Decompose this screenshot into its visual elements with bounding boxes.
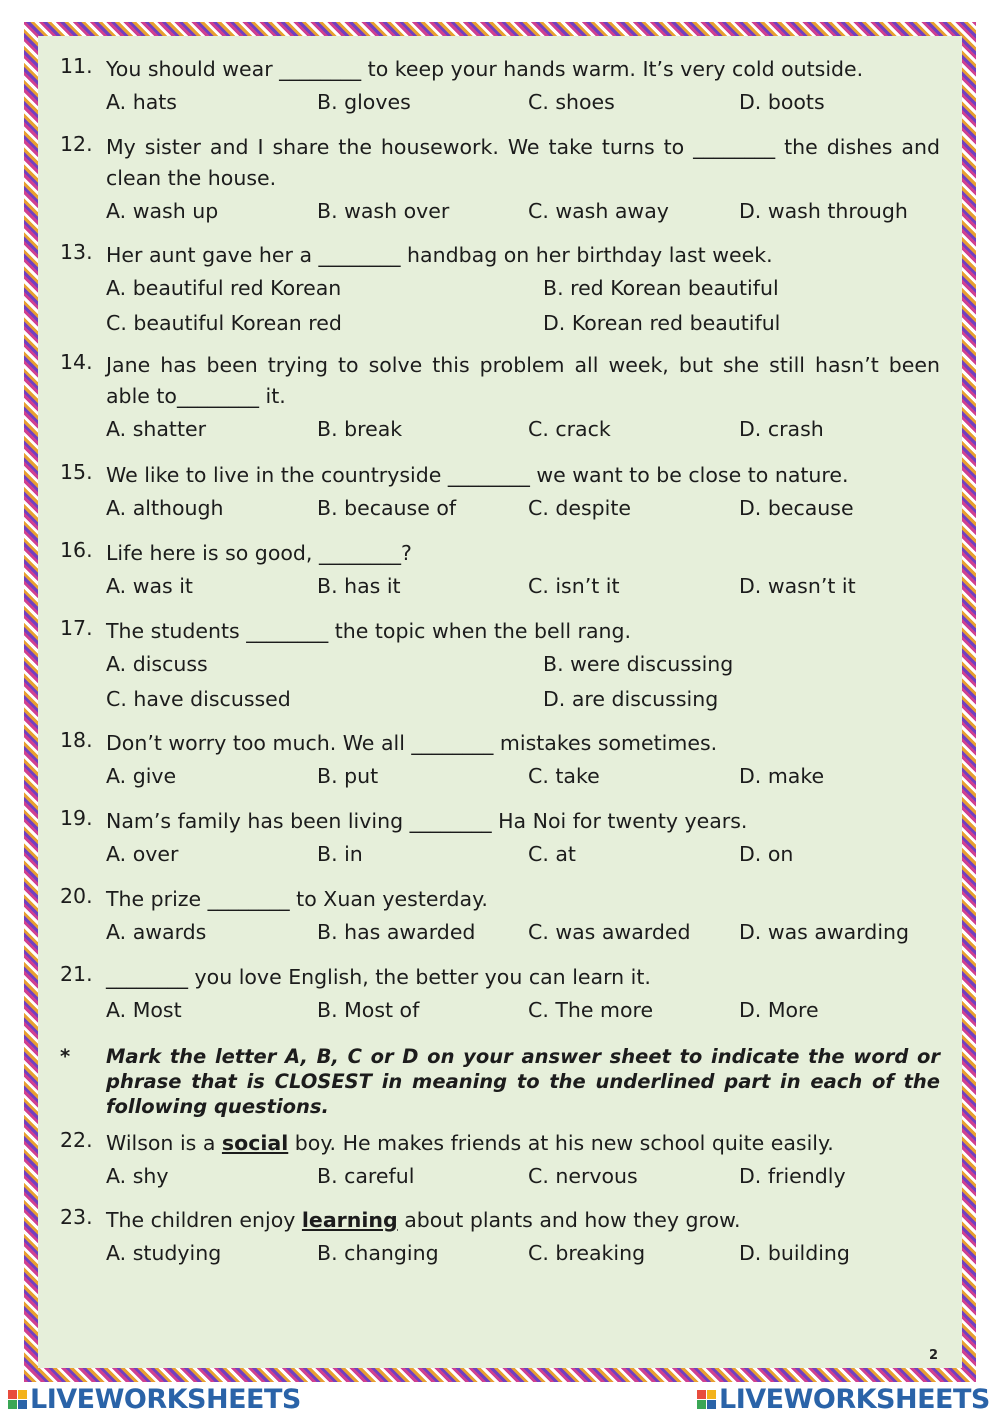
answer-option[interactable]: A. studying [106,1241,222,1265]
question-22 [60,1128,940,1188]
answer-option[interactable]: A. wash up [106,199,219,223]
question-text [106,1128,940,1159]
question-20 [60,884,940,944]
question-text: Don’t worry too much. We all ________ mistakes sometimes. [106,731,718,755]
question-text-before: Wilson is a [106,1131,222,1155]
question-text-after: boy. He makes friends at his new school quite easily. [288,1131,834,1155]
answer-option[interactable]: B. red Korean beautiful [543,276,779,300]
answer-option[interactable]: C. at [528,842,576,866]
answer-option[interactable]: A. awards [106,920,207,944]
question-line [60,538,940,569]
logo-text: LIVEWORKSHEETS [719,1384,990,1415]
options-row [106,311,980,335]
answer-option[interactable]: B. has it [317,574,401,598]
question-line [60,132,940,194]
logo-badge-icon [8,1390,27,1409]
answer-option[interactable]: C. beautiful Korean red [106,311,342,335]
question-text-after: about plants and how they grow. [397,1208,741,1232]
page-number: 2 [928,1348,938,1363]
question-line [60,962,940,993]
question-23 [60,1205,940,1265]
instruction [60,1044,940,1119]
logo-text: LIVEWORKSHEETS [30,1384,301,1415]
answer-option[interactable]: B. careful [317,1164,415,1188]
answer-option[interactable]: A. over [106,842,179,866]
question-number: 14. [60,350,93,374]
answer-option[interactable]: D. boots [739,90,825,114]
question-number: 23. [60,1205,93,1229]
question-line [60,1128,940,1159]
answer-option[interactable]: C. take [528,764,600,788]
answer-option[interactable]: B. put [317,764,379,788]
options-row [106,1164,950,1188]
question-18 [60,728,940,788]
answer-option[interactable]: B. Most of [317,998,420,1022]
answer-option[interactable]: D. Korean red beautiful [543,311,781,335]
answer-option[interactable]: A. was it [106,574,193,598]
question-text [106,1205,940,1236]
options-row [106,842,950,866]
answer-option[interactable]: B. in [317,842,363,866]
question-16 [60,538,940,598]
question-number: 22. [60,1128,93,1152]
answer-option[interactable]: B. because of [317,496,457,520]
question-line [60,728,940,759]
underlined-word: learning [301,1208,398,1232]
answer-option[interactable]: A. Most [106,998,182,1022]
options-row [106,199,950,223]
question-14 [60,350,940,441]
question-text: Nam’s family has been living ________ Ha Noi for twenty years. [106,809,748,833]
footer [0,1384,1000,1413]
answer-option[interactable]: C. crack [528,417,611,441]
answer-option[interactable]: D. friendly [739,1164,846,1188]
answer-option[interactable]: D. on [739,842,794,866]
answer-option[interactable]: C. breaking [528,1241,646,1265]
question-number: 19. [60,806,93,830]
answer-option[interactable]: C. despite [528,496,632,520]
options-row [106,1241,950,1265]
answer-option[interactable]: A. shy [106,1164,169,1188]
question-line [60,460,940,491]
answer-option[interactable]: D. are discussing [543,687,719,711]
options-row [106,574,950,598]
underlined-word: social [221,1131,289,1155]
question-15 [60,460,940,520]
question-line [60,350,940,412]
options-row [106,764,950,788]
question-number: 11. [60,54,93,78]
options-row [106,687,980,711]
answer-option[interactable]: A. beautiful red Korean [106,276,342,300]
answer-option[interactable]: D. make [739,764,825,788]
answer-option[interactable]: A. hats [106,90,177,114]
answer-option[interactable]: C. shoes [528,90,615,114]
question-text-before: The children enjoy [106,1208,302,1232]
question-text: Life here is so good, ________? [106,541,412,565]
answer-option[interactable]: A. give [106,764,177,788]
question-number: 16. [60,538,93,562]
question-line [60,240,940,271]
options-row [106,920,950,944]
liveworksheets-logo-left[interactable] [8,1384,301,1415]
question-number: 18. [60,728,93,752]
answer-option[interactable]: D. because [739,496,854,520]
logo-badge-icon [697,1390,716,1409]
question-number: 20. [60,884,93,908]
answer-option[interactable]: C. wash away [528,199,669,223]
options-row [106,276,980,300]
question-text: My sister and I share the housework. We take turns to ________ the dishes and clean the house. [106,135,940,190]
answer-option[interactable]: A. discuss [106,652,208,676]
question-text: We like to live in the countryside ________ we want to be close to nature. [106,463,849,487]
answer-option[interactable]: D. was awarding [739,920,910,944]
answer-option[interactable]: B. were discussing [543,652,734,676]
answer-option[interactable]: B. gloves [317,90,411,114]
question-number: 15. [60,460,93,484]
question-number: 13. [60,240,93,264]
liveworksheets-logo-right[interactable] [697,1384,990,1415]
answer-option[interactable]: B. changing [317,1241,439,1265]
answer-option[interactable]: C. have discussed [106,687,291,711]
question-line [60,54,940,85]
question-line [60,884,940,915]
answer-option[interactable]: A. although [106,496,224,520]
answer-option[interactable]: A. shatter [106,417,207,441]
options-row [106,998,950,1022]
question-12 [60,132,940,223]
question-text: Jane has been trying to solve this problem all week, but she still hasn’t been able to________ it. [106,353,940,408]
answer-option[interactable]: C. isn’t it [528,574,620,598]
question-text: Her aunt gave her a ________ handbag on her birthday last week. [106,243,773,267]
instruction-text: Mark the letter A, B, C or D on your answer sheet to indicate the word or phrase that is CLOSEST in meaning to the underlined part in each of the following questions. [106,1045,940,1118]
question-17 [60,616,940,711]
question-line [60,1205,940,1236]
question-text: You should wear ________ to keep your hands warm. It’s very cold outside. [106,57,864,81]
answer-option[interactable]: C. was awarded [528,920,691,944]
question-11 [60,54,940,114]
answer-option[interactable]: D. More [739,998,819,1022]
answer-option[interactable]: C. The more [528,998,654,1022]
answer-option[interactable]: B. has awarded [317,920,476,944]
options-row [106,652,980,676]
answer-option[interactable]: B. wash over [317,199,450,223]
question-line [60,616,940,647]
answer-option[interactable]: C. nervous [528,1164,638,1188]
question-line [60,806,940,837]
question-text: ________ you love English, the better you can learn it. [106,965,651,989]
options-row [106,496,950,520]
answer-option[interactable]: D. crash [739,417,824,441]
question-13 [60,240,940,335]
question-text: The prize ________ to Xuan yesterday. [106,887,488,911]
options-row [106,90,950,114]
instruction-bullet: * [60,1045,71,1068]
question-number: 21. [60,962,93,986]
answer-option[interactable]: B. break [317,417,403,441]
answer-option[interactable]: D. wash through [739,199,908,223]
options-row [106,417,950,441]
question-number: 17. [60,616,93,640]
answer-option[interactable]: D. wasn’t it [739,574,856,598]
question-19 [60,806,940,866]
question-number: 12. [60,132,93,156]
answer-option[interactable]: D. building [739,1241,850,1265]
question-21 [60,962,940,1022]
question-text: The students ________ the topic when the bell rang. [106,619,632,643]
